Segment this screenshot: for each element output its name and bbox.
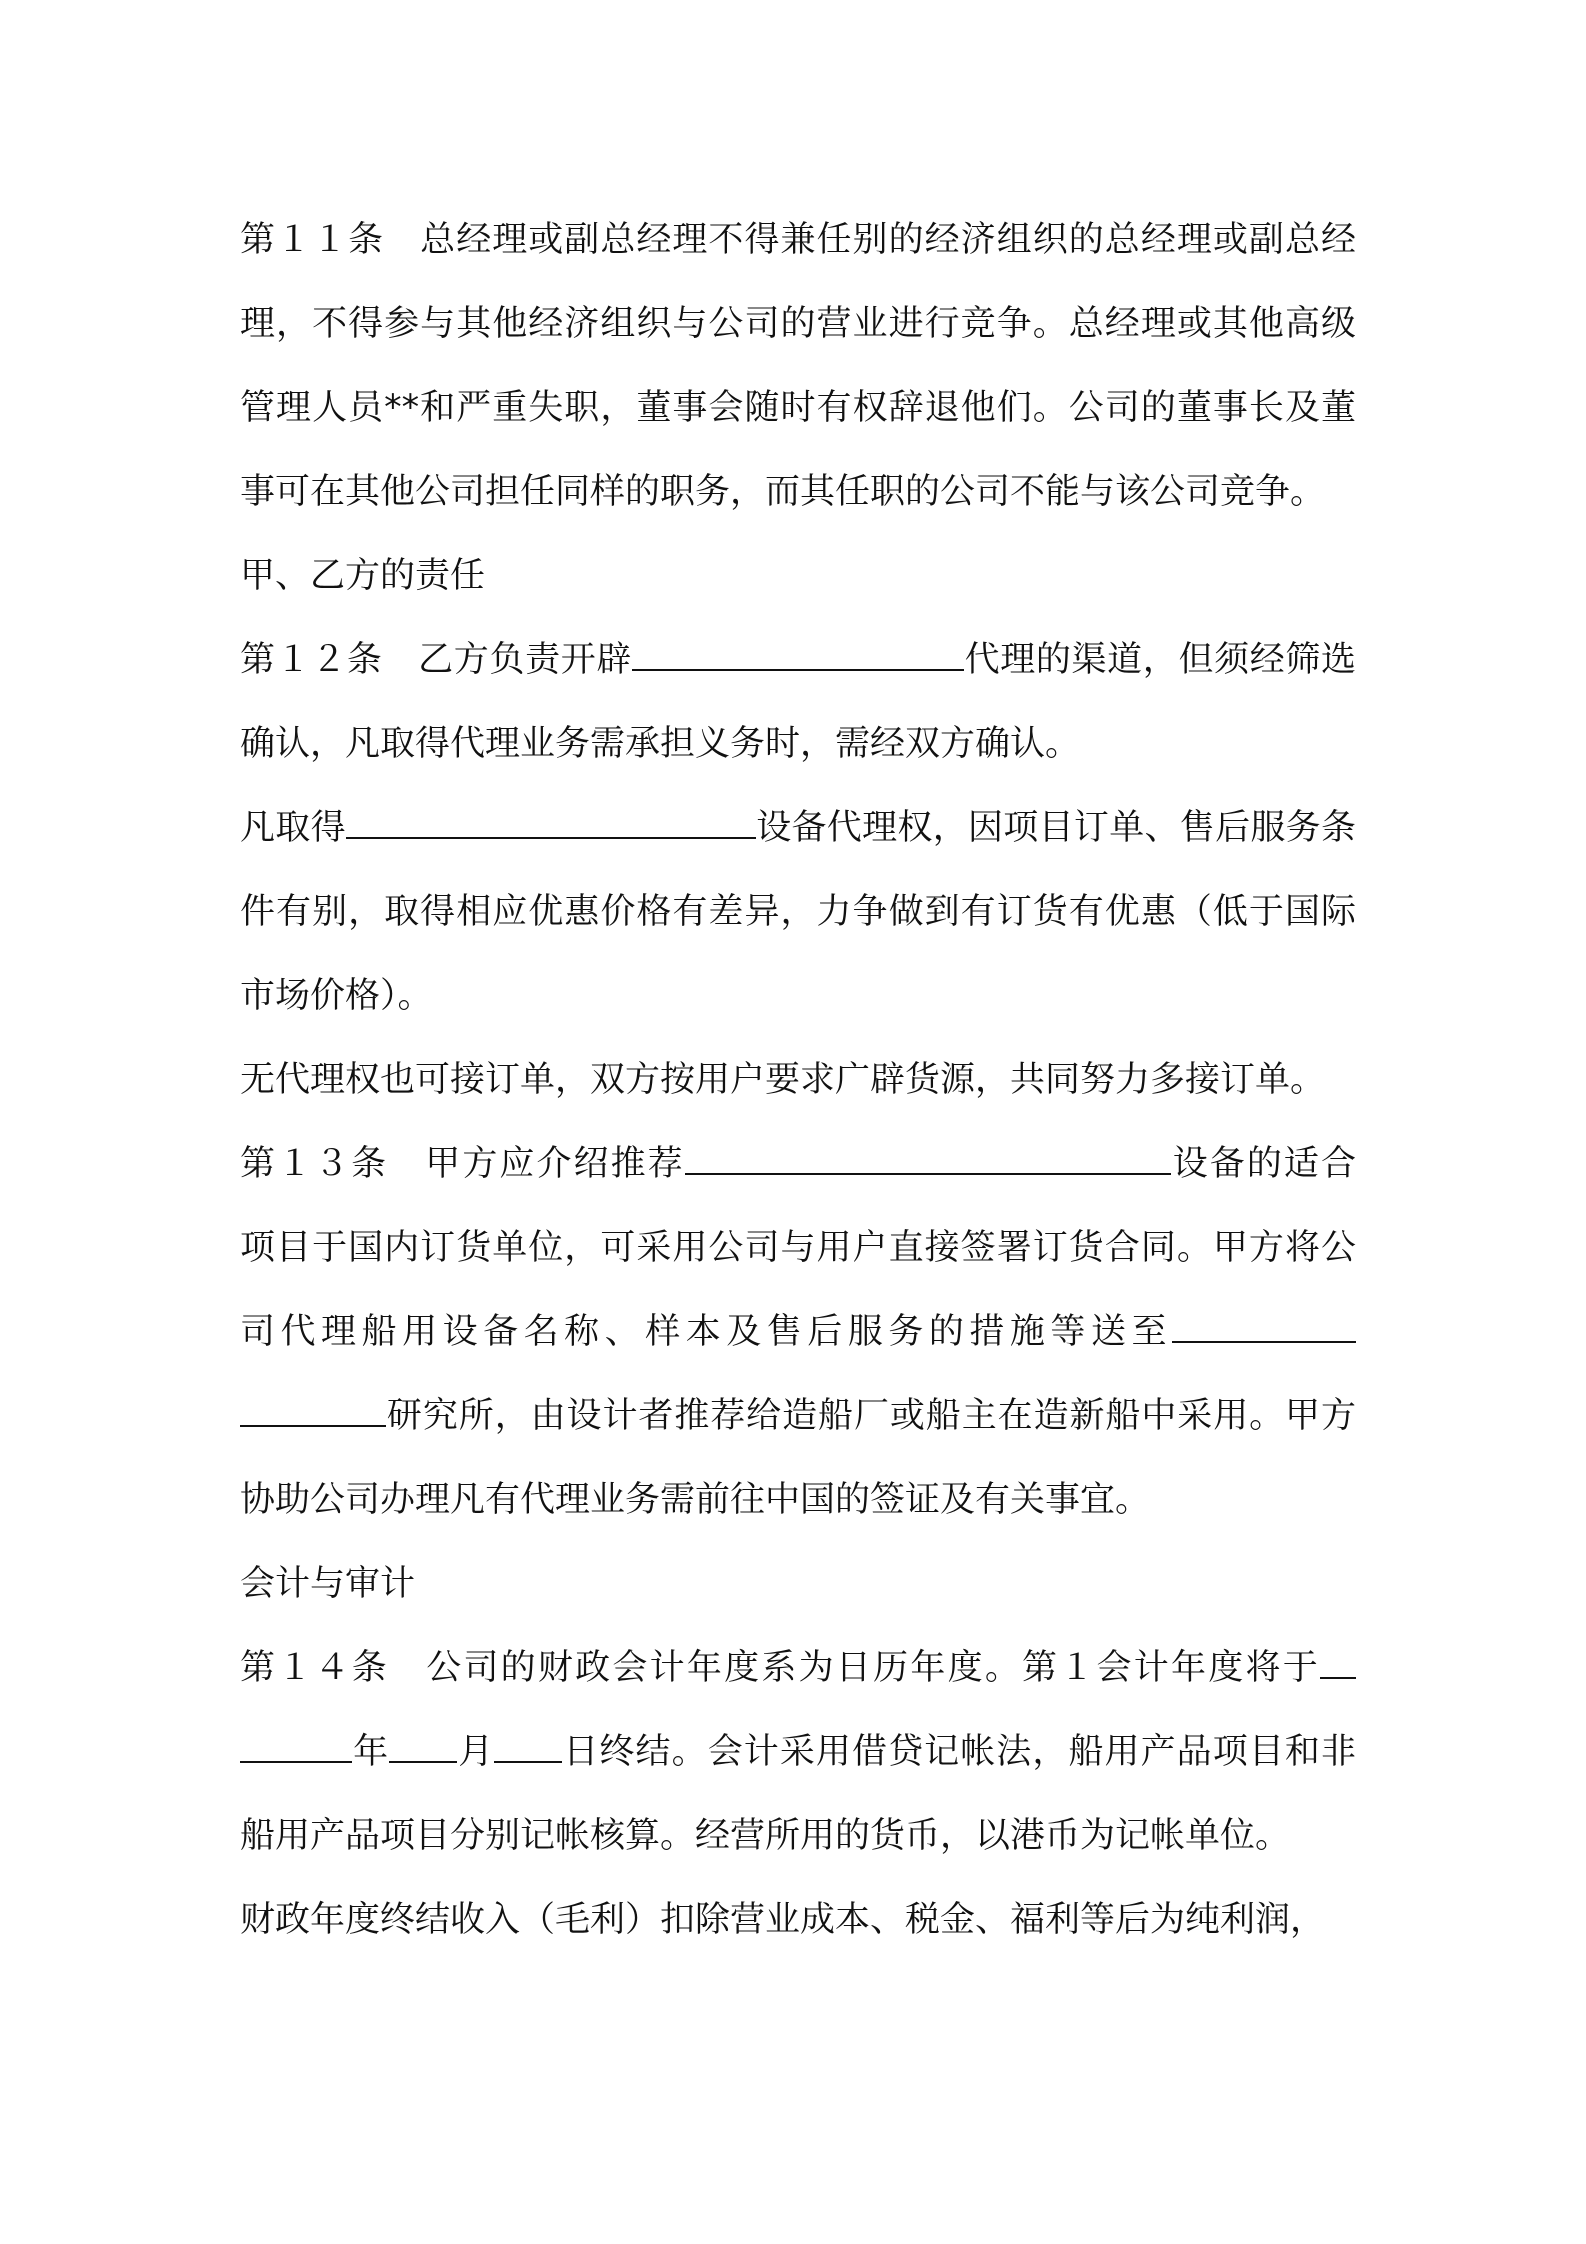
article-11 xyxy=(240,198,1356,534)
article-13-text-c: 研究所，由设计者推荐给造船厂或船主在造新船中采用。甲方协助公司办理凡有代理业务需前往中国的签证及有关事宜。 xyxy=(240,1396,1356,1520)
fill-blank xyxy=(346,804,756,839)
article-14-text-b: 日终结。会计采用借贷记帐法，船用产品项目和非船用产品项目分别记帐核算。经营所用的货币，以港币为记帐单位。 xyxy=(240,1732,1356,1856)
fill-blank xyxy=(240,1392,386,1427)
article-14 xyxy=(240,1626,1356,1878)
fill-blank xyxy=(240,1728,352,1763)
article-12-text-a: 第１２条 乙方负责开辟 xyxy=(240,640,632,680)
agency-rights-text-a: 凡取得 xyxy=(240,808,346,848)
fiscal-income-paragraph xyxy=(240,1878,1356,1962)
fill-blank xyxy=(1320,1644,1356,1679)
month-label: 月 xyxy=(457,1732,495,1772)
article-12-text-b: 代理的渠道，但须经筛选确认，凡取得代理业务需承担义务时，需经双方确认。 xyxy=(240,640,1356,764)
article-13-text-b: 设备的适合项目于国内订货单位，可采用公司与用户直接签署订货合同。甲方将公司代理船用设备名称、样本及售后服务的措施等送至 xyxy=(240,1144,1356,1352)
fill-blank xyxy=(632,636,964,671)
no-agency-text: 无代理权也可接订单，双方按用户要求广辟货源，共同努力多接订单。 xyxy=(240,1060,1326,1100)
article-14-text-a: 第１４条 公司的财政会计年度系为日历年度。第１会计年度将于 xyxy=(240,1648,1320,1688)
section-heading-text: 甲、乙方的责任 xyxy=(240,556,486,596)
section-heading-text: 会计与审计 xyxy=(240,1564,416,1604)
fill-blank xyxy=(685,1140,1171,1175)
section-heading-accounting xyxy=(240,1542,1356,1626)
agency-rights-paragraph xyxy=(240,786,1356,1038)
fill-blank xyxy=(389,1728,457,1763)
article-13-text-a: 第１３条 甲方应介绍推荐 xyxy=(240,1144,685,1184)
article-12 xyxy=(240,618,1356,786)
fiscal-income-text: 财政年度终结收入（毛利）扣除营业成本、税金、福利等后为纯利润， xyxy=(240,1900,1326,1940)
section-heading-responsibilities xyxy=(240,534,1356,618)
agency-rights-text-b: 设备代理权，因项目订单、售后服务条件有别，取得相应优惠价格有差异，力争做到有订货有优惠（低于国际市场价格）。 xyxy=(240,808,1356,1016)
year-label: 年 xyxy=(352,1732,390,1772)
no-agency-paragraph xyxy=(240,1038,1356,1122)
article-11-text: 第１１条 总经理或副总经理不得兼任别的经济组织的总经理或副总经理，不得参与其他经济组织与公司的营业进行竞争。总经理或其他高级管理人员**和严重失职，董事会随时有权辞退他们。公司的董事长及董事可在其他公司担任同样的职务，而其任职的公司不能与该公司竞争。 xyxy=(240,220,1356,512)
document-body xyxy=(240,198,1356,1962)
article-13 xyxy=(240,1122,1356,1542)
fill-blank xyxy=(494,1728,562,1763)
fill-blank xyxy=(1172,1308,1356,1343)
